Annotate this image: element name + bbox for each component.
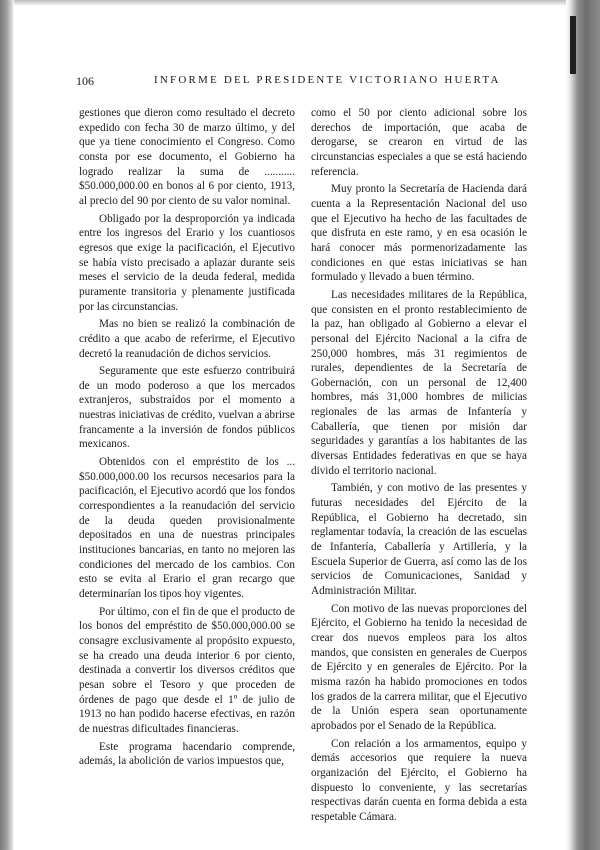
page-header <box>76 74 566 94</box>
right-column <box>311 106 527 825</box>
scan-top-edge <box>0 0 600 6</box>
paragraph: Este programa hacendario comprende, además, la abolición de varios impuestos que, <box>79 740 295 768</box>
spine-mark <box>570 16 576 74</box>
page-number: 106 <box>76 74 94 88</box>
paragraph: Muy pronto la Secretaría de Hacienda dará cuenta a la Representación Nacional del uso que el Ejecutivo ha hecho de las facultades de que disfruta en este ramo, y en esa ocasión le hará conocer más pormenorizadamente las condiciones en que estas iniciativas se han formulado y llevado a buen término. <box>311 183 527 284</box>
paragraph: Obtenidos con el empréstito de los ... $50.000,000.00 los recursos necesarios para la pacificación, el Ejecutivo acordó que los fondos correspondientes a la reanudación del servicio de la deuda queden provisionalmente depositados en una de nuestras principales instituciones bancarias, en tanto no mejoren las condiciones del mercado de los cambios. Con esto se evita al Erario el gran recargo que determinarían los tipos hoy vigentes. <box>79 456 295 600</box>
paragraph: Obligado por la desproporción ya indicada entre los ingresos del Erario y los cuantiosos egresos que exige la pacificación, el Ejecutivo se había visto precisado a aplazar durante seis meses el servicio de la deuda federal, medida puramente transitoria y plenamente justificada por las circunstancias. <box>79 212 295 313</box>
paragraph: Las necesidades militares de la República, que consisten en el pronto restablecimiento de la paz, han obligado al Gobierno a elevar el personal del Ejército Nacional a la cifra de 250,000 hombres, más 31 regimientos de rurales, dependientes de la Secretaría de Gobernación, con un personal de 12,400 hombres, más 31,000 hombres de milicias regionales de las armas de Infantería y Caballería, que tienen por misión dar seguridades y garantías a los habitantes de las diversas Entidades federativas en que se haya divido el territorio nacional. <box>311 288 527 477</box>
paragraph: Con motivo de las nuevas proporciones del Ejército, el Gobierno ha tenido la necesidad de crear dos nuevos empleos para los altos mandos, que consisten en generales de Cuerpos de Ejército y en generales de Ejército. Por la misma razón ha habido promociones en todos los grados de la carrera militar, que el Ejecutivo de la Unión espera sean oportunamente aprobados por el Senado de la República. <box>311 602 527 732</box>
paragraph: Con relación a los armamentos, equipo y demás accesorios que requiere la nueva organización del Ejército, el Gobierno ha dispuesto lo conveniente, y las secretarías respectivas darán cuenta en forma debida a esta respetable Cámara. <box>311 737 527 823</box>
running-title: INFORME DEL PRESIDENTE VICTORIANO HUERTA <box>154 74 501 86</box>
paragraph: Seguramente que este esfuerzo contribuirá de un modo poderoso a que los mercados extranjeros, substraídos por el momento a nuestras iniciativas de crédito, vuelvan a abrirse francamente a la inversión de fondos públicos mexicanos. <box>79 365 295 451</box>
scan-left-edge <box>0 0 14 850</box>
paragraph: como el 50 por ciento adicional sobre los derechos de importación, que acaba de derogarse, se crearon en virtud de las circunstancias especiales a que se está haciendo referencia. <box>311 107 527 178</box>
paragraph: Mas no bien se realizó la combinación de crédito a que acabo de referirme, el Ejecutivo decretó la reanudación de dichos servicios. <box>79 318 295 360</box>
scan-right-edge <box>566 0 600 850</box>
paragraph: Por último, con el fin de que el producto de los bonos del empréstito de $50.000,000.00 se consagre exclusivamente al propósito expuesto, se ha creado una deuda interior 6 por ciento, destinada a convertir los diversos créditos que pesan sobre el Tesoro y que proceden de órdenes de pago que desde el 1º de julio de 1913 no han podido hacerse efectivas, en razón de nuestras dificultades financieras. <box>79 605 295 735</box>
paragraph: gestiones que dieron como resultado el decreto expedido con fecha 30 de marzo último, y del que ya tiene conocimiento el Congreso. Como consta por ese documento, el Gobierno ha logrado realizar la suma de ........... $50.000,000.00 en bonos al 6 por ciento, 1913, al precio del 90 por ciento de su valor nominal. <box>79 107 295 207</box>
left-column <box>79 106 295 769</box>
paragraph: También, y con motivo de las presentes y futuras necesidades del Ejército de la República, el Gobierno ha decretado, sin reglamentar todavía, la creación de las escuelas de Infantería, Caballería y Artillería, y la Escuela Superior de Guerra, así como las de los servicios de Comunicaciones, Sanidad y Administración Militar. <box>311 482 527 597</box>
